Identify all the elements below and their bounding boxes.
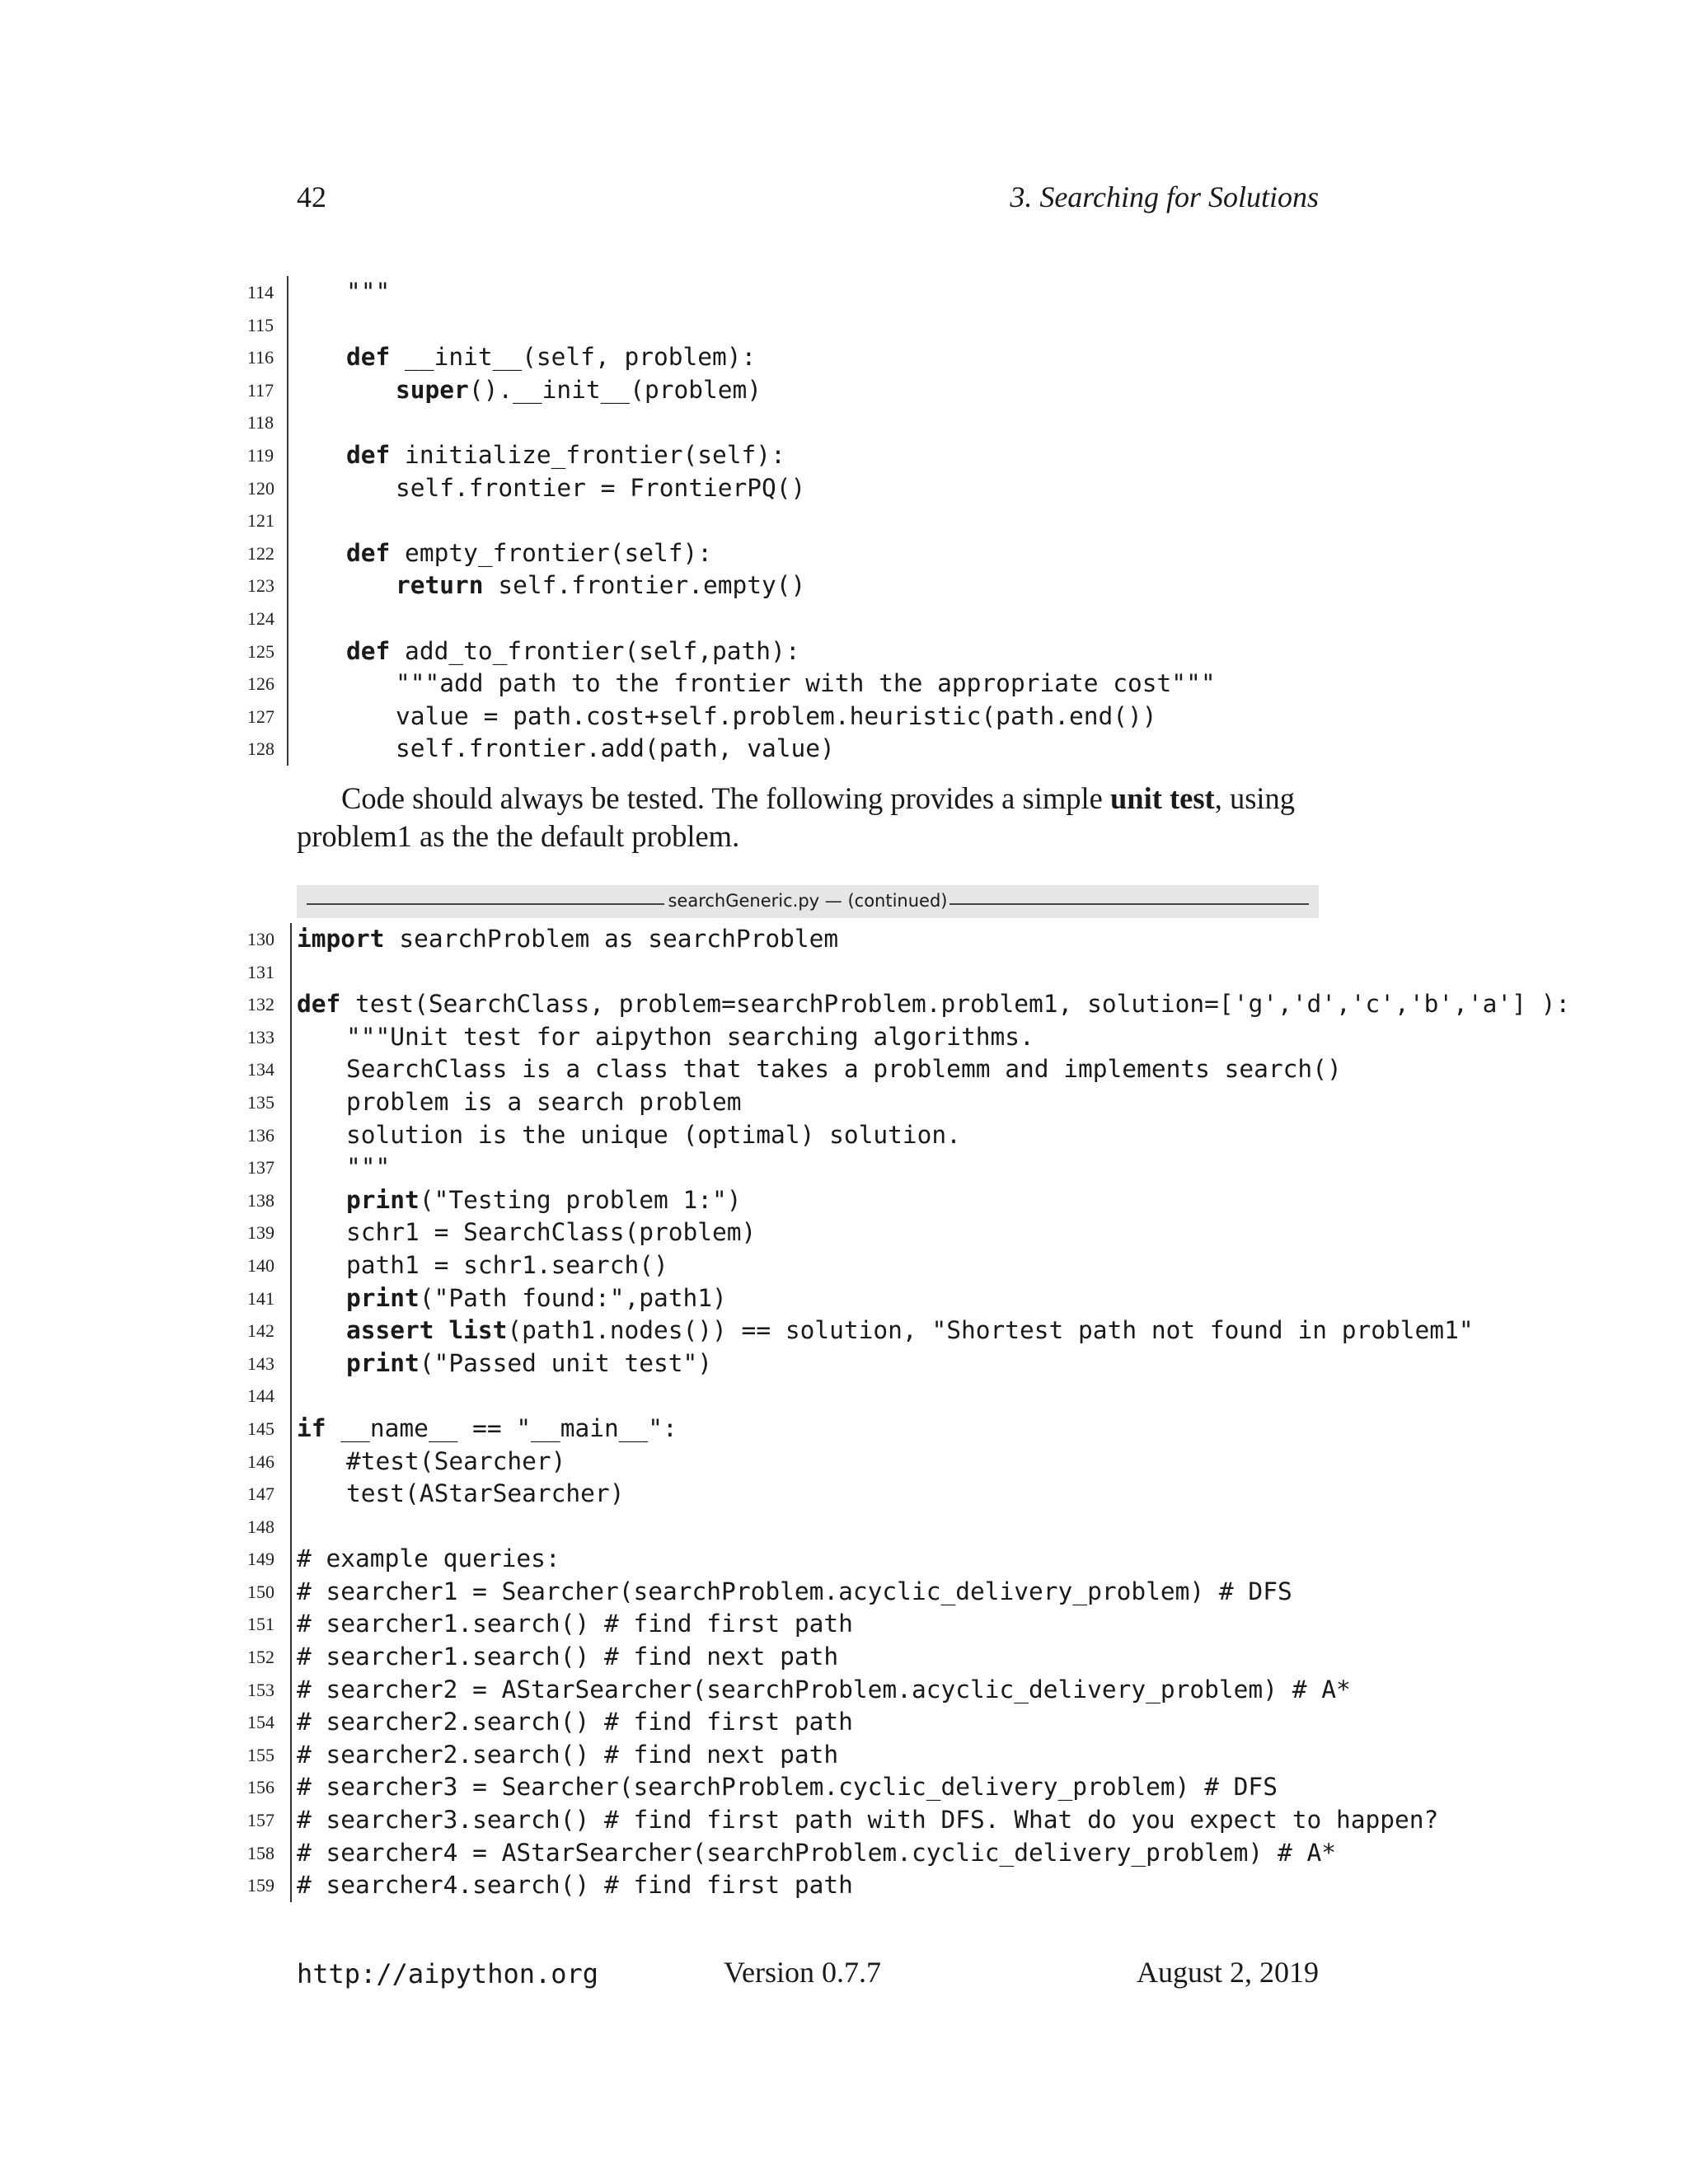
code-line: [247, 1478, 1533, 1511]
code-token: self.frontier.add(path, value): [396, 734, 835, 763]
code-text: [297, 1446, 565, 1479]
line-number: 130: [247, 929, 274, 949]
code-text: [297, 1053, 1342, 1086]
code-token: """: [346, 278, 391, 306]
code-line: [247, 1804, 1533, 1837]
line-number: 145: [247, 1418, 274, 1439]
line-number: 127: [247, 705, 274, 727]
code-line: [247, 956, 1533, 989]
line-number: 147: [247, 1483, 274, 1505]
line-number: 131: [247, 961, 274, 982]
code-token: ("Testing problem 1:"): [419, 1185, 742, 1214]
code-keyword: def: [346, 636, 391, 665]
code-keyword: assert: [346, 1316, 434, 1345]
code-text: [346, 374, 762, 407]
line-number: 124: [247, 607, 274, 629]
line-number: 144: [247, 1385, 274, 1407]
line-number: 139: [247, 1222, 274, 1244]
code-token: self.frontier.empty(): [483, 571, 806, 600]
code-line: [247, 1576, 1533, 1609]
code-line: [247, 1380, 1533, 1413]
code-line: [247, 1608, 1533, 1641]
code-line: [247, 635, 1533, 668]
code-text: [297, 1804, 1438, 1837]
code-token: # searcher1.search() # find next path: [297, 1643, 839, 1671]
code-keyword: def: [346, 343, 391, 372]
code-token: # searcher4.search() # find first path: [297, 1871, 853, 1900]
code-text: [297, 1543, 560, 1576]
code-text: [297, 1021, 1034, 1054]
code-token: schr1 = SearchClass(problem): [346, 1218, 757, 1247]
line-number: 123: [247, 575, 274, 597]
code-listing-top: [247, 276, 1533, 766]
line-number: 132: [247, 994, 274, 1015]
line-number: 157: [247, 1810, 274, 1831]
code-lines: [247, 276, 1533, 766]
line-number: 126: [247, 673, 274, 695]
code-line: [247, 472, 1533, 505]
line-number: 114: [247, 282, 274, 302]
code-line: [247, 341, 1533, 374]
line-number: 150: [247, 1581, 274, 1602]
code-line: [247, 602, 1533, 635]
code-line: [247, 1249, 1533, 1282]
code-line: [247, 374, 1533, 407]
code-line: [247, 1021, 1533, 1054]
code-token: (path1.nodes()) == solution, "Shortest path not found in problem1": [507, 1316, 1474, 1345]
code-text: [297, 1576, 1292, 1609]
line-number: 135: [247, 1091, 274, 1113]
line-number: 156: [247, 1777, 274, 1798]
code-line: [247, 1151, 1533, 1184]
code-line: [247, 439, 1533, 472]
code-line: [247, 701, 1533, 733]
line-number: 142: [247, 1320, 274, 1342]
line-number: 151: [247, 1614, 274, 1635]
line-number: 134: [247, 1059, 274, 1080]
code-line: [247, 668, 1533, 701]
code-token: __init__(self, problem):: [390, 343, 757, 372]
code-text: [346, 439, 785, 472]
line-number: 116: [247, 347, 274, 368]
code-keyword: list: [448, 1316, 508, 1345]
code-text: [297, 1706, 853, 1739]
line-number: 118: [247, 412, 274, 434]
code-token: # searcher2 = AStarSearcher(searchProblem.acyclic_delivery_problem) # A*: [297, 1675, 1351, 1704]
paragraph-text-before: Code should always be tested. The following provides a simple: [341, 781, 1110, 815]
line-number: 153: [247, 1679, 274, 1700]
code-token: initialize_frontier(self):: [390, 440, 785, 469]
code-line: [247, 1086, 1533, 1119]
code-text: [297, 988, 1570, 1021]
paragraph-bold-term: unit test: [1109, 781, 1215, 815]
code-token: # searcher4 = AStarSearcher(searchProblem.cyclic_delivery_problem) # A*: [297, 1838, 1336, 1867]
line-number: 133: [247, 1026, 274, 1047]
code-line: [247, 276, 1533, 309]
code-line: [247, 1315, 1533, 1347]
line-number: 159: [247, 1875, 274, 1896]
file-banner-caption: searchGeneric.py — (continued): [668, 891, 948, 911]
code-line: [247, 1641, 1533, 1674]
code-text: [297, 1478, 624, 1511]
code-line: [247, 923, 1533, 956]
line-number: 125: [247, 640, 274, 662]
code-token: path1 = schr1.search(): [346, 1250, 668, 1279]
code-text: [297, 923, 838, 956]
code-text: [346, 569, 805, 602]
line-number: 115: [247, 314, 274, 335]
code-token: __name__ == "__main__":: [326, 1413, 678, 1442]
code-token: ("Passed unit test"): [419, 1348, 713, 1377]
code-line: [247, 1739, 1533, 1772]
code-token: problem is a search problem: [346, 1087, 742, 1116]
code-token: # searcher1 = Searcher(searchProblem.acyclic_delivery_problem) # DFS: [297, 1577, 1292, 1605]
code-text: [297, 1641, 838, 1674]
code-token: value = path.cost+self.problem.heuristic(path.end()): [396, 701, 1157, 730]
banner-rule-right: [950, 903, 1309, 905]
code-token: """Unit test for aipython searching algorithms.: [346, 1022, 1034, 1051]
code-keyword: def: [346, 538, 391, 567]
code-line: [247, 1543, 1533, 1576]
code-line: [247, 1837, 1533, 1870]
page-number: 42: [297, 180, 326, 213]
line-number: 122: [247, 542, 274, 564]
footer-date: August 2, 2019: [1136, 1956, 1319, 1989]
body-paragraph: [297, 780, 1319, 855]
line-number: 158: [247, 1842, 274, 1863]
line-number: 146: [247, 1451, 274, 1472]
code-token: searchProblem as searchProblem: [384, 925, 839, 953]
line-number: 152: [247, 1647, 274, 1668]
line-number: 128: [247, 738, 274, 760]
code-line: [247, 1511, 1533, 1544]
code-token: ().__init__(problem): [468, 375, 762, 404]
code-token: """add path to the frontier with the appropriate cost""": [396, 669, 1216, 698]
code-text: [346, 537, 712, 570]
code-text: [297, 1119, 961, 1152]
code-token: # example queries:: [297, 1544, 560, 1573]
code-token: # searcher2.search() # find first path: [297, 1708, 853, 1736]
code-text: [297, 1216, 756, 1249]
code-keyword: print: [346, 1185, 420, 1214]
line-number: 149: [247, 1549, 274, 1570]
code-lines: [247, 923, 1571, 1902]
code-line: [247, 504, 1533, 537]
code-token: solution is the unique (optimal) solution.: [346, 1120, 961, 1149]
code-text: [297, 1315, 1474, 1347]
line-number: 138: [247, 1189, 274, 1211]
code-line: [247, 1674, 1533, 1707]
code-text: [297, 1608, 853, 1641]
code-token: test(AStarSearcher): [346, 1479, 625, 1508]
code-token: """: [346, 1153, 391, 1182]
code-text: [346, 341, 756, 374]
code-token: #test(Searcher): [346, 1446, 566, 1475]
code-text: [346, 668, 1216, 701]
line-number: 136: [247, 1124, 274, 1146]
code-line: [247, 406, 1533, 439]
code-text: [346, 276, 390, 309]
code-keyword: print: [346, 1348, 420, 1377]
code-line: [247, 1119, 1533, 1152]
line-number: 140: [247, 1254, 274, 1276]
code-token: test(SearchClass, problem=searchProblem.problem1, solution=['g','d','c','b','a'] ):: [340, 990, 1571, 1019]
code-text: [297, 1869, 853, 1902]
code-keyword: super: [396, 375, 469, 404]
code-keyword: print: [346, 1283, 420, 1312]
code-token: add_to_frontier(self,path):: [390, 636, 800, 665]
code-line: [247, 1413, 1533, 1446]
code-token: # searcher3.search() # find first path with DFS. What do you expect to happen?: [297, 1806, 1439, 1835]
line-number: 143: [247, 1352, 274, 1374]
code-line: [247, 1706, 1533, 1739]
code-token: # searcher1.search() # find first path: [297, 1610, 853, 1638]
code-keyword: def: [346, 440, 391, 469]
code-line: [247, 1216, 1533, 1249]
line-number: 148: [247, 1516, 274, 1537]
footer-version: Version 0.7.7: [724, 1956, 881, 1989]
code-keyword: import: [297, 925, 385, 953]
code-token: ("Path found:",path1): [419, 1283, 727, 1312]
code-text: [297, 1086, 742, 1119]
code-line: [247, 537, 1533, 570]
code-keyword: return: [396, 571, 484, 600]
code-listing-bottom: [247, 923, 1571, 1902]
line-number: 120: [247, 477, 274, 499]
code-text: [297, 1739, 838, 1772]
code-token: SearchClass is a class that takes a problemm and implements search(): [346, 1055, 1342, 1084]
file-banner: [297, 885, 1319, 918]
code-keyword: def: [297, 990, 341, 1019]
code-line: [247, 1282, 1533, 1315]
paragraph-text-after: , using problem1 as the the default problem.: [297, 781, 1296, 853]
code-keyword: if: [297, 1413, 326, 1442]
line-number: 141: [247, 1287, 274, 1309]
code-line: [247, 1771, 1533, 1804]
code-line: [247, 309, 1533, 342]
line-number: 117: [247, 379, 274, 401]
code-text: [346, 701, 1157, 733]
code-text: [297, 1151, 390, 1184]
line-number: 119: [247, 444, 274, 466]
code-text: [297, 1674, 1351, 1707]
line-number: 154: [247, 1712, 274, 1733]
code-text: [297, 1249, 668, 1282]
footer-url: http://aipython.org: [297, 1958, 599, 1990]
line-number: 155: [247, 1744, 274, 1765]
code-line: [247, 1446, 1533, 1479]
line-number: 121: [247, 510, 274, 532]
code-text: [297, 1413, 678, 1446]
code-text: [346, 635, 800, 668]
code-line: [247, 569, 1533, 602]
code-line: [247, 1184, 1533, 1217]
code-token: # searcher3 = Searcher(searchProblem.cyclic_delivery_problem) # DFS: [297, 1773, 1278, 1802]
code-token: self.frontier = FrontierPQ(): [396, 473, 806, 502]
code-text: [346, 472, 805, 505]
code-text: [297, 1347, 712, 1380]
code-token: [434, 1316, 449, 1344]
code-token: empty_frontier(self):: [390, 538, 713, 567]
code-line: [247, 1347, 1533, 1380]
code-text: [297, 1837, 1336, 1870]
code-text: [297, 1184, 742, 1217]
code-line: [247, 1869, 1533, 1902]
code-text: [346, 733, 835, 766]
line-number: 137: [247, 1157, 274, 1179]
code-text: [297, 1282, 727, 1315]
running-title: 3. Searching for Solutions: [1010, 180, 1319, 213]
code-line: [247, 733, 1533, 766]
code-text: [297, 1771, 1278, 1804]
code-token: # searcher2.search() # find next path: [297, 1740, 839, 1769]
code-line: [247, 1053, 1533, 1086]
code-line: [247, 988, 1571, 1021]
